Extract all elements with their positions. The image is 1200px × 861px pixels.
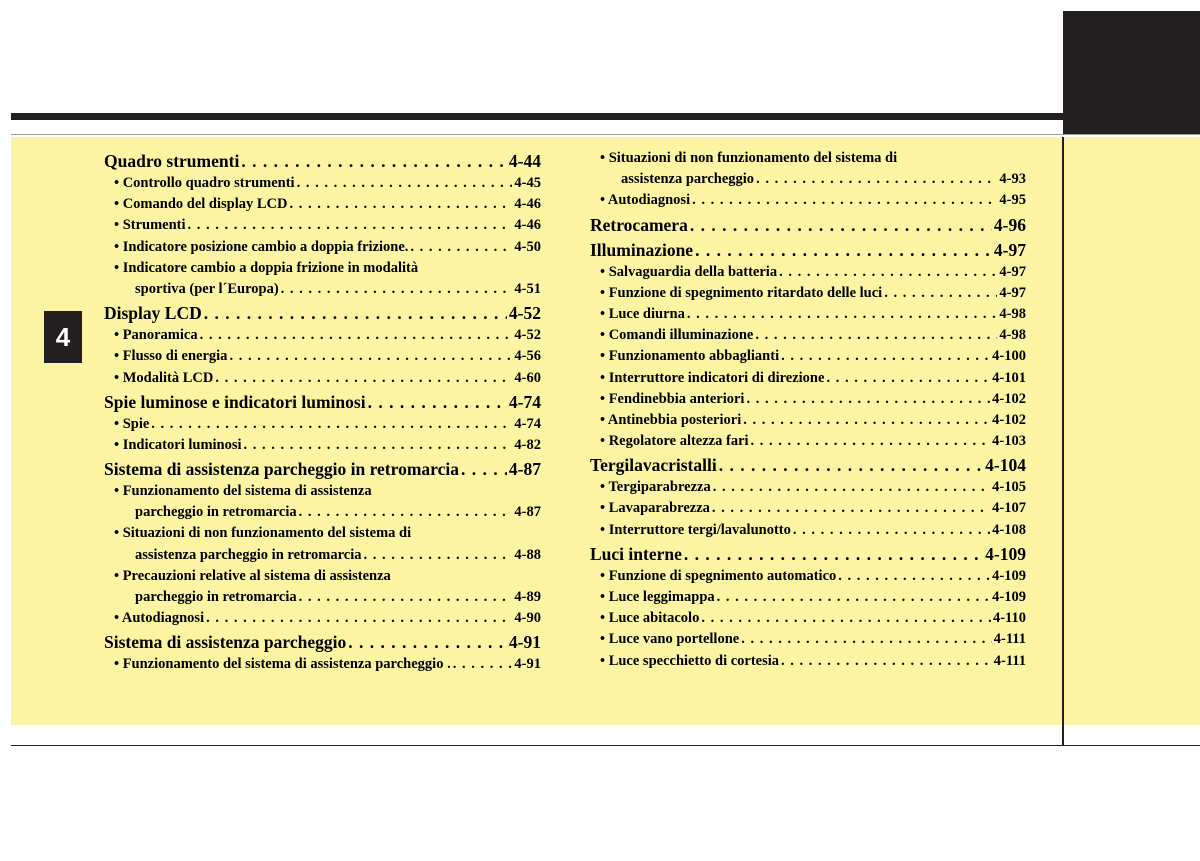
toc-page-number: 4-88 xyxy=(514,546,541,563)
toc-section-entry[interactable] xyxy=(590,213,1026,237)
dot-leader xyxy=(684,542,983,566)
toc-subsection-entry[interactable] xyxy=(104,215,541,236)
toc-entry-label: • Fendinebbia anteriori xyxy=(600,390,745,407)
toc-subsection-entry[interactable] xyxy=(104,237,541,258)
dot-leader xyxy=(779,262,997,283)
toc-entry-label: • Regolatore altezza fari xyxy=(600,433,749,450)
toc-page-number: 4-60 xyxy=(514,369,541,386)
toc-page-number: 4-107 xyxy=(992,500,1026,517)
toc-entry-label: • Funzione di spegnimento automatico xyxy=(600,567,837,584)
dot-leader xyxy=(188,215,513,236)
toc-entry-label: • Situazioni di non funzionamento del sistema di xyxy=(114,525,412,542)
dot-leader xyxy=(746,389,990,410)
toc-page-number: 4-109 xyxy=(985,543,1026,564)
toc-page-number: 4-104 xyxy=(985,455,1026,476)
toc-page-number: 4-82 xyxy=(514,436,541,453)
toc-subsection-entry[interactable] xyxy=(590,566,1026,587)
toc-subsection-entry[interactable] xyxy=(104,654,541,675)
dot-leader xyxy=(299,502,513,523)
dot-leader xyxy=(299,587,513,608)
toc-subsection-entry[interactable] xyxy=(104,346,541,367)
toc-entry-label: Retrocamera xyxy=(590,214,688,235)
toc-page-number: 4-100 xyxy=(992,348,1026,365)
dot-leader xyxy=(713,477,990,498)
toc-subsection-entry[interactable] xyxy=(590,169,1026,190)
toc-page-number: 4-95 xyxy=(999,192,1026,209)
dot-leader xyxy=(215,368,512,389)
toc-entry-label: • Funzionamento abbaglianti xyxy=(600,348,780,365)
dot-leader xyxy=(241,149,507,173)
toc-entry-label: • Antinebbia posteriori xyxy=(600,411,742,428)
dot-leader xyxy=(755,325,997,346)
toc-page-number: 4-108 xyxy=(992,521,1026,538)
toc-entry-label: parcheggio in retromarcia xyxy=(135,504,297,521)
toc-entry-label: • Modalità LCD xyxy=(114,369,214,386)
dot-leader xyxy=(687,304,998,325)
toc-page-number: 4-89 xyxy=(514,589,541,605)
toc-entry-label: • Spie xyxy=(114,415,150,432)
toc-page-number: 4-46 xyxy=(514,196,541,213)
toc-page-number: 4-87 xyxy=(508,459,541,480)
dot-leader xyxy=(793,520,990,541)
toc-subsection-entry[interactable] xyxy=(104,279,541,300)
header-rule xyxy=(11,113,1200,120)
toc-page-number: 4-90 xyxy=(514,610,541,627)
toc-subsection-entry[interactable] xyxy=(590,148,1026,169)
toc-section-entry[interactable] xyxy=(590,238,1026,262)
dot-leader xyxy=(200,325,513,346)
toc-entry-label: • Comando del display LCD xyxy=(114,196,288,213)
toc-subsection-entry[interactable] xyxy=(104,523,541,544)
dot-leader xyxy=(281,279,513,300)
toc-entry-label: • Precauzioni relative al sistema di assistenza xyxy=(114,567,391,584)
toc-page-number: 4-110 xyxy=(992,610,1026,627)
dot-leader xyxy=(695,238,992,262)
toc-entry-label: • Flusso di energia xyxy=(114,348,228,365)
toc-page-number: 4-74 xyxy=(508,391,541,412)
toc-subsection-entry[interactable] xyxy=(590,190,1026,211)
toc-page-number: 4-102 xyxy=(992,411,1026,428)
toc-subsection-entry[interactable] xyxy=(104,258,541,279)
dot-leader xyxy=(229,346,512,367)
toc-entry-label: • Tergiparabrezza xyxy=(600,479,711,496)
toc-entry-label: • Luce vano portellone xyxy=(600,631,740,648)
toc-entry-label: • Salvaguardia della batteria xyxy=(600,263,778,280)
toc-subsection-entry[interactable] xyxy=(104,435,541,456)
toc-page-number: 4-96 xyxy=(993,214,1026,235)
toc-page-number: 4-93 xyxy=(999,171,1026,188)
toc-subsection-entry[interactable] xyxy=(590,262,1026,283)
dot-leader xyxy=(756,169,997,190)
toc-subsection-entry[interactable] xyxy=(104,368,541,389)
toc-entry-label: • Luce specchietto di cortesia xyxy=(600,652,780,669)
dot-leader xyxy=(692,190,997,211)
toc-subsection-entry[interactable] xyxy=(104,173,541,194)
vertical-divider xyxy=(1062,137,1064,745)
toc-page-number: 4-97 xyxy=(993,239,1026,260)
toc-entry-label: assistenza parcheggio xyxy=(621,171,755,188)
dot-leader xyxy=(204,301,507,325)
toc-entry-label: • Lavaparabrezza xyxy=(600,500,710,517)
dot-leader xyxy=(701,608,991,629)
dot-leader xyxy=(206,608,512,629)
toc-right-column xyxy=(590,148,1026,672)
toc-subsection-entry[interactable] xyxy=(590,520,1026,541)
toc-entry-label: Spie luminose e indicatori luminosi xyxy=(104,391,366,412)
toc-entry-label: Tergilavacristalli xyxy=(590,455,717,476)
toc-subsection-entry[interactable] xyxy=(590,410,1026,431)
dot-leader xyxy=(368,390,507,414)
toc-section-entry[interactable] xyxy=(104,390,541,414)
toc-page-number: 4-103 xyxy=(992,433,1026,450)
dot-leader xyxy=(719,453,983,477)
toc-subsection-entry[interactable] xyxy=(104,545,541,566)
toc-entry-label: • Interruttore tergi/lavalunotto xyxy=(600,521,791,538)
toc-page-number: 4-46 xyxy=(514,217,541,234)
dot-leader xyxy=(461,457,507,481)
toc-page-number: 4-74 xyxy=(514,415,541,432)
toc-page-number: 4-105 xyxy=(992,479,1026,496)
toc-entry-label: Luci interne xyxy=(590,543,682,564)
toc-section-entry[interactable] xyxy=(104,630,541,654)
toc-entry-label: Quadro strumenti xyxy=(104,151,240,171)
toc-subsection-entry[interactable] xyxy=(590,477,1026,498)
toc-section-entry[interactable] xyxy=(590,453,1026,477)
toc-subsection-entry[interactable] xyxy=(104,481,541,502)
chapter-number: 4 xyxy=(55,321,71,352)
dot-leader xyxy=(743,410,990,431)
dot-leader xyxy=(453,654,513,675)
toc-subsection-entry[interactable] xyxy=(590,608,1026,629)
toc-subsection-entry[interactable] xyxy=(104,414,541,435)
toc-page-number: 4-101 xyxy=(992,369,1026,386)
toc-page-number: 4-109 xyxy=(992,567,1026,584)
toc-subsection-entry[interactable] xyxy=(104,502,541,523)
dot-leader xyxy=(297,173,513,194)
toc-entry-label: sportiva (per l´Europa) xyxy=(135,280,279,297)
toc-subsection-entry[interactable] xyxy=(590,629,1026,650)
toc-subsection-entry[interactable] xyxy=(590,587,1026,608)
dot-leader xyxy=(690,213,992,237)
toc-page-number: 4-109 xyxy=(992,589,1026,605)
toc-page-number: 4-97 xyxy=(999,284,1026,301)
toc-entry-label: • Comandi illuminazione xyxy=(600,327,754,344)
toc-subsection-entry[interactable] xyxy=(590,431,1026,452)
footer-rule xyxy=(11,745,1200,746)
toc-entry-label: • Luce leggimappa xyxy=(600,589,715,605)
dot-leader xyxy=(781,651,992,672)
toc-entry-label: • Autodiagnosi xyxy=(114,610,205,627)
toc-subsection-entry[interactable] xyxy=(104,587,541,608)
toc-page-number: 4-111 xyxy=(993,631,1026,648)
toc-subsection-entry[interactable] xyxy=(590,346,1026,367)
toc-subsection-entry[interactable] xyxy=(590,283,1026,304)
toc-entry-label: • Funzione di spegnimento ritardato delle luci xyxy=(600,284,883,301)
toc-section-entry[interactable] xyxy=(104,149,541,173)
dot-leader xyxy=(884,283,997,304)
toc-page-number: 4-56 xyxy=(514,348,541,365)
dot-leader xyxy=(363,545,512,566)
dot-leader xyxy=(151,414,512,435)
toc-entry-label: • Funzionamento del sistema di assistenza xyxy=(114,483,372,500)
toc-subsection-entry[interactable] xyxy=(104,194,541,215)
dot-leader xyxy=(838,566,990,587)
toc-entry-label: • Controllo quadro strumenti xyxy=(114,175,295,191)
toc-subsection-entry[interactable] xyxy=(590,389,1026,410)
chapter-tab[interactable] xyxy=(44,311,82,363)
dot-leader xyxy=(751,431,991,452)
toc-entry-label: Illuminazione xyxy=(590,239,694,260)
toc-page-number: 4-111 xyxy=(993,652,1026,669)
toc-entry-label: • Indicatori luminosi xyxy=(114,436,242,453)
toc-left-column xyxy=(104,148,541,676)
toc-entry-label: • Luce abitacolo xyxy=(600,610,700,627)
toc-page-number: 4-45 xyxy=(514,175,541,191)
dot-leader xyxy=(826,368,990,389)
header-thin-rule xyxy=(11,134,1200,135)
toc-entry-label: Sistema di assistenza parcheggio xyxy=(104,632,347,653)
toc-entry-label: • Funzionamento del sistema di assistenza parcheggio . xyxy=(114,656,451,673)
dot-leader xyxy=(717,587,991,608)
toc-page-number: 4-98 xyxy=(999,305,1026,322)
dot-leader xyxy=(741,629,992,650)
toc-entry-label: • Panoramica xyxy=(114,327,198,344)
toc-entry-label: • Situazioni di non funzionamento del sistema di xyxy=(600,150,898,166)
toc-entry-label: assistenza parcheggio in retromarcia xyxy=(135,546,362,563)
toc-entry-label: Sistema di assistenza parcheggio in retromarcia xyxy=(104,459,459,480)
toc-entry-label: parcheggio in retromarcia xyxy=(135,589,297,605)
toc-entry-label: • Indicatore posizione cambio a doppia frizione. xyxy=(114,238,409,255)
dot-leader xyxy=(244,435,513,456)
toc-page-number: 4-52 xyxy=(508,303,541,324)
toc-entry-label: Display LCD xyxy=(104,303,202,324)
dot-leader xyxy=(289,194,512,215)
toc-page-number: 4-91 xyxy=(514,656,541,673)
toc-page-number: 4-50 xyxy=(514,238,541,255)
toc-page-number: 4-51 xyxy=(514,280,541,297)
toc-subsection-entry[interactable] xyxy=(104,566,541,587)
toc-subsection-entry[interactable] xyxy=(590,368,1026,389)
dot-leader xyxy=(781,346,990,367)
toc-page-number: 4-98 xyxy=(999,327,1026,344)
side-strip xyxy=(1064,137,1200,725)
toc-section-entry[interactable] xyxy=(104,301,541,325)
toc-page-number: 4-52 xyxy=(514,327,541,344)
toc-entry-label: • Strumenti xyxy=(114,217,186,234)
toc-entry-label: • Interruttore indicatori di direzione xyxy=(600,369,825,386)
dot-leader xyxy=(410,237,512,258)
toc-page-number: 4-91 xyxy=(508,632,541,653)
toc-page-number: 4-102 xyxy=(992,390,1026,407)
toc-section-entry[interactable] xyxy=(104,457,541,481)
toc-entry-label: • Indicatore cambio a doppia frizione in modalità xyxy=(114,259,419,276)
toc-page-number: 4-97 xyxy=(999,263,1026,280)
toc-subsection-entry[interactable] xyxy=(590,498,1026,519)
toc-section-entry[interactable] xyxy=(590,542,1026,566)
toc-subsection-entry[interactable] xyxy=(104,608,541,629)
dot-leader xyxy=(348,630,507,654)
dot-leader xyxy=(712,498,990,519)
toc-page-number: 4-44 xyxy=(508,151,541,171)
toc-entry-label: • Autodiagnosi xyxy=(600,192,691,209)
toc-subsection-entry[interactable] xyxy=(590,325,1026,346)
toc-subsection-entry[interactable] xyxy=(590,651,1026,672)
toc-subsection-entry[interactable] xyxy=(590,304,1026,325)
toc-page-number: 4-87 xyxy=(514,504,541,521)
toc-entry-label: • Luce diurna xyxy=(600,305,685,322)
toc-subsection-entry[interactable] xyxy=(104,325,541,346)
